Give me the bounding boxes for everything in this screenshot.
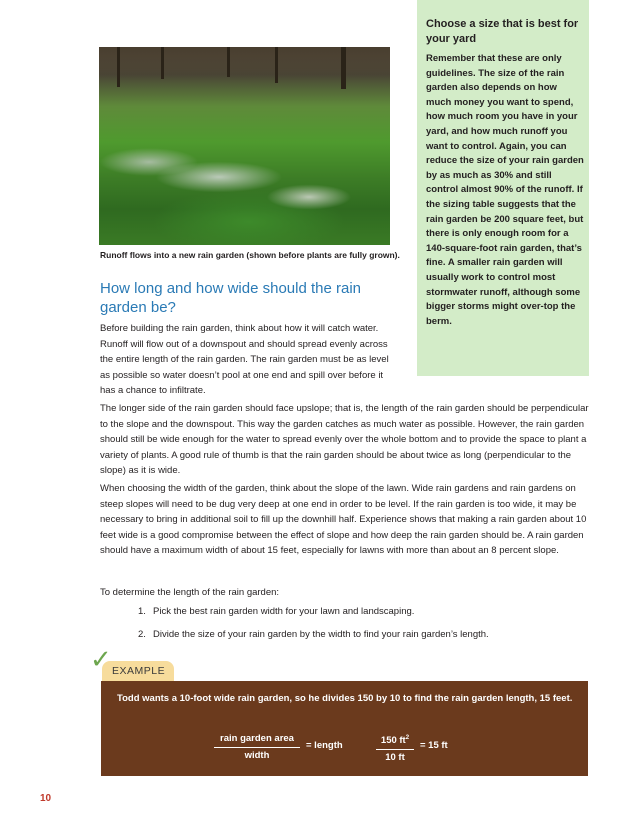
formula-area-value: 150 ft bbox=[380, 735, 406, 746]
paragraph-1: Before building the rain garden, think about how it will catch water. Runoff will flow out of a downspout and should spread evenly across the entire length of the rain garden. The rain garden must be as level as possible so water doesn’t pool at one end and spill over before it has a chance to infiltrate. bbox=[100, 323, 389, 397]
step-text: Divide the size of your rain garden by the width to find your rain garden’s length. bbox=[153, 628, 489, 640]
formula-numerator: rain garden area bbox=[214, 732, 300, 748]
formula-value-numerator bbox=[376, 732, 414, 750]
sidebar-title: Choose a size that is best for your yard bbox=[426, 18, 579, 45]
formula-denominator: width bbox=[244, 750, 270, 761]
step-number: 2. bbox=[138, 628, 146, 640]
step-text: Pick the best rain garden width for your lawn and landscaping. bbox=[153, 606, 415, 617]
section-heading: How long and how wide should the rain garden be? bbox=[100, 280, 361, 316]
steps-list bbox=[138, 604, 598, 649]
rain-garden-photo bbox=[99, 47, 390, 245]
formula-value-denominator: 10 ft bbox=[385, 752, 405, 763]
photo-caption: Runoff flows into a new rain garden (shown before plants are fully grown). bbox=[100, 250, 400, 260]
paragraph-3: When choosing the width of the garden, think about the slope of the lawn. Wide rain gardens and rain gardens on steep slopes will need to be dug very deep at one end in order to be level. If the rain garden is too wide, it may be necessary to bring in additional soil to fill up the downhill half. Experience shows that making a rain garden about 10 feet wide is a good compromise between the effect of slope and how deep the rain garden should be. A rain garden should have a maximum width of about 15 feet, especially for lawns with more than about an 8 percent slope. bbox=[100, 483, 587, 557]
check-icon: ✓ bbox=[90, 645, 112, 675]
list-item bbox=[138, 627, 598, 643]
list-item bbox=[138, 604, 598, 620]
example-label: EXAMPLE bbox=[112, 665, 166, 677]
paragraph-4: To determine the length of the rain garden: bbox=[100, 587, 280, 598]
sidebar-body: Remember that these are only guidelines. The size of the rain garden also depends on how much money you want to spend, how much room you have in your yard, and how much runoff you want to control. Again, you can reduce the size of your rain garden by as much as 30% and still control almost 90% of the runoff. If the sizing table suggests that the rain garden be 200 square feet, but there is only enough room for a 140-square-foot rain garden, that’s fine. A smaller rain garden will usually work to control most stormwater runoff, although some bigger storms might over-top the berm. bbox=[426, 53, 584, 327]
formula-fraction-values bbox=[376, 732, 414, 766]
step-number: 1. bbox=[138, 606, 146, 617]
page-number: 10 bbox=[40, 793, 52, 804]
example-text: Todd wants a 10-foot wide rain garden, so he divides 150 by 10 to find the rain garden length, 15 feet. bbox=[117, 693, 573, 704]
formula-result: = 15 ft bbox=[420, 740, 448, 751]
formula-equals-length: = length bbox=[306, 740, 343, 751]
formula-superscript: 2 bbox=[405, 735, 410, 741]
formula-fraction bbox=[214, 732, 300, 764]
paragraph-2: The longer side of the rain garden should face upslope; that is, the length of the rain garden should be perpendicular to the slope and the downspout. This way the garden catches as much water as possible. However, the rain garden should still be wide enough for the water to spread evenly over the whole bottom and to provide the space to plant a variety of plants. A good rule of thumb is that the rain garden should be about twice as long (perpendicular to the slope) as it is wide. bbox=[100, 403, 589, 477]
